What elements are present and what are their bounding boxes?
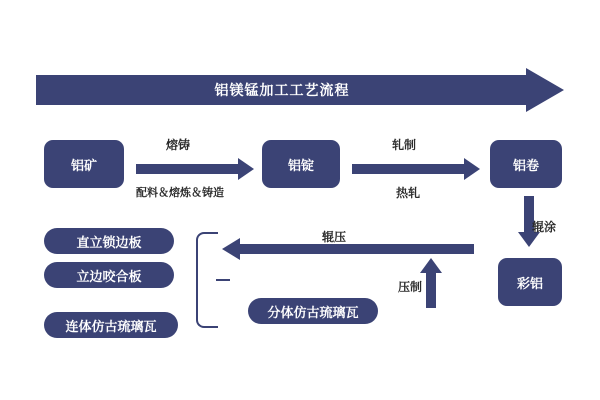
edge-label-pressing: 压制 bbox=[398, 280, 423, 294]
edge-label-roll-pressing: 辊压 bbox=[322, 230, 347, 244]
node-split-glazed-tile bbox=[248, 298, 378, 324]
node-aluminum-coil bbox=[490, 140, 562, 188]
node-aluminum-ore-label: 铝矿 bbox=[70, 157, 97, 173]
node-aluminum-ingot bbox=[262, 140, 340, 188]
node-one-piece-glazed-tile-label: 连体仿古琉璃瓦 bbox=[65, 318, 157, 334]
node-aluminum-ingot-label: 铝锭 bbox=[287, 157, 314, 173]
arrow-shaft bbox=[426, 272, 436, 308]
banner-arrowhead-icon bbox=[526, 68, 564, 112]
product-group-bracket bbox=[196, 232, 218, 328]
arrow-roll-press-to-panels-icon bbox=[222, 238, 474, 260]
arrow-split-to-color-icon bbox=[420, 258, 442, 308]
arrow-tip bbox=[420, 258, 442, 273]
arrow-ore-to-ingot-icon bbox=[136, 158, 254, 180]
arrow-ingot-to-coil-icon bbox=[352, 158, 480, 180]
arrow-tip bbox=[238, 158, 254, 180]
edge-label-roller-coating: 辊涂 bbox=[532, 220, 557, 234]
arrow-shaft bbox=[136, 164, 238, 174]
node-color-aluminum bbox=[498, 258, 562, 306]
node-upstand-seam-panel-label: 立边咬合板 bbox=[76, 268, 142, 284]
edge-label-melt-cast: 熔铸 bbox=[166, 138, 191, 152]
diagram-title: 铝镁锰加工工艺流程 bbox=[214, 82, 350, 98]
node-color-aluminum-label: 彩铝 bbox=[516, 275, 543, 291]
edge-label-rolling: 轧制 bbox=[392, 138, 417, 152]
node-split-glazed-tile-label: 分体仿古琉璃瓦 bbox=[267, 304, 359, 320]
banner-arrow bbox=[36, 68, 564, 112]
node-aluminum-coil-label: 铝卷 bbox=[512, 157, 539, 173]
arrow-shaft bbox=[240, 244, 474, 254]
arrow-tip bbox=[222, 238, 240, 260]
node-one-piece-glazed-tile bbox=[44, 312, 178, 338]
product-group-bracket-stem bbox=[216, 279, 230, 281]
node-aluminum-ore bbox=[44, 140, 124, 188]
node-upstand-seam-panel bbox=[44, 262, 174, 288]
node-standing-seam-panel-label: 直立锁边板 bbox=[76, 234, 142, 250]
edge-label-hot-rolling: 热轧 bbox=[396, 186, 421, 200]
edge-label-batch-melt-cast: 配料＆熔炼＆铸造 bbox=[136, 187, 224, 199]
node-standing-seam-panel bbox=[44, 228, 174, 254]
arrow-shaft bbox=[352, 164, 464, 174]
arrow-tip bbox=[464, 158, 480, 180]
